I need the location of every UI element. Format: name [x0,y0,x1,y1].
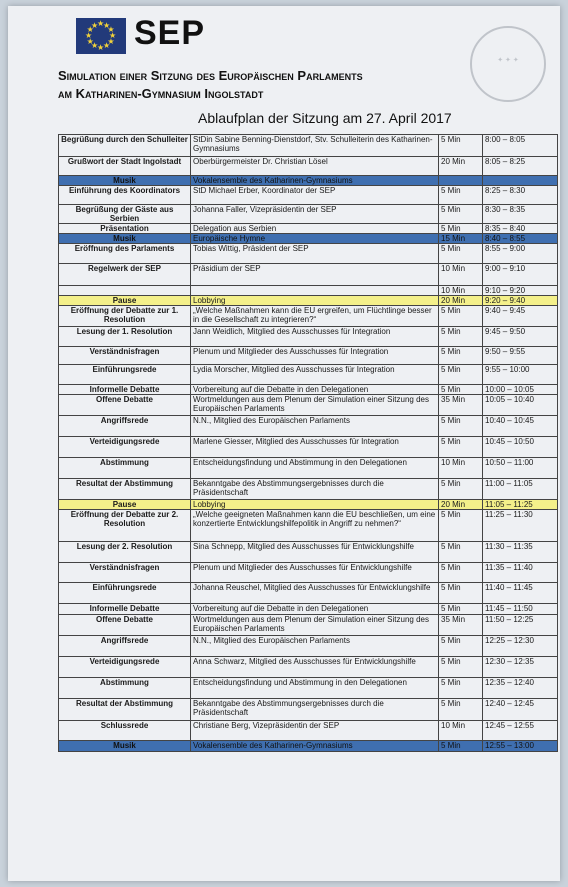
description-cell: StD Michael Erber, Koordinator der SEP [191,186,439,205]
time-cell: 9:45 – 9:50 [483,327,558,347]
duration-cell: 5 Min [439,306,483,327]
duration-cell: 10 Min [439,286,483,296]
duration-cell: 5 Min [439,385,483,395]
time-cell: 11:00 – 11:05 [483,479,558,500]
flag-star-icon: ★ [86,37,94,46]
flag-star-icon: ★ [85,31,93,40]
description-cell: Lobbying [191,500,439,510]
duration-cell: 5 Min [439,741,483,752]
agenda-item-cell: Grußwort der Stadt Ingolstadt [59,157,191,176]
duration-cell: 20 Min [439,157,483,176]
logo-text: SEP [134,14,206,52]
table-row [59,479,558,500]
description-cell: Delegation aus Serbien [191,224,439,234]
flag-star-icon: ★ [97,43,105,52]
flag-star-icon: ★ [86,25,94,34]
time-cell: 11:25 – 11:30 [483,510,558,542]
description-cell: Bekanntgabe des Abstimmungsergebnisses durch die Präsidentschaft [191,699,439,721]
duration-cell: 5 Min [439,327,483,347]
flag-star-icon: ★ [107,37,115,46]
agenda-item-cell: Musik [59,176,191,186]
agenda-item-cell: Angriffsrede [59,416,191,437]
table-row [59,244,558,264]
table-row [59,657,558,678]
agenda-item-cell: Einführungsrede [59,583,191,604]
time-cell: 8:40 – 8:55 [483,234,558,244]
agenda-item-cell: Resultat der Abstimmung [59,699,191,721]
table-row [59,458,558,479]
time-cell: 9:20 – 9:40 [483,296,558,306]
table-row [59,385,558,395]
time-cell: 11:40 – 11:45 [483,583,558,604]
table-row [59,296,558,306]
agenda-item-cell: Schlussrede [59,721,191,741]
flag-star-icon: ★ [109,31,117,40]
flag-star-icon: ★ [103,20,111,30]
description-cell: Sina Schnepp, Mitglied des Ausschusses für Entwicklungshilfe [191,542,439,563]
duration-cell: 35 Min [439,395,483,416]
time-cell: 11:30 – 11:35 [483,542,558,563]
description-cell: Wortmeldungen aus dem Plenum der Simulation einer Sitzung des Europäischen Parlaments [191,395,439,416]
description-cell: Tobias Wittig, Präsident der SEP [191,244,439,264]
agenda-item-cell: Informelle Debatte [59,385,191,395]
table-row [59,741,558,752]
time-cell: 8:05 – 8:25 [483,157,558,176]
duration-cell: 15 Min [439,234,483,244]
time-cell: 12:30 – 12:35 [483,657,558,678]
time-cell: 10:50 – 11:00 [483,458,558,479]
agenda-item-cell: Verständnisfragen [59,347,191,365]
agenda-item-cell: Begrüßung durch den Schulleiter [59,135,191,157]
table-row [59,636,558,657]
agenda-item-cell: Offene Debatte [59,395,191,416]
table-row [59,176,558,186]
flag-star-icon: ★ [103,41,111,51]
duration-cell: 5 Min [439,542,483,563]
agenda-item-cell: Verteidigungsrede [59,657,191,678]
agenda-item-cell: Begrüßung der Gäste aus Serbien [59,205,191,224]
agenda-item-cell: Einführung des Koordinators [59,186,191,205]
duration-cell: 5 Min [439,416,483,437]
eu-flag-logo [76,18,126,54]
description-cell: Johanna Reuschel, Mitglied des Ausschusses für Entwicklungshilfe [191,583,439,604]
description-cell: Bekanntgabe des Abstimmungsergebnisses durch die Präsidentschaft [191,479,439,500]
description-cell: Europäische Hymne [191,234,439,244]
agenda-item-cell: Verständnisfragen [59,563,191,583]
time-cell: 12:25 – 12:30 [483,636,558,657]
duration-cell: 5 Min [439,135,483,157]
time-cell: 10:00 – 10:05 [483,385,558,395]
description-cell: N.N., Mitglied des Europäischen Parlaments [191,416,439,437]
table-row [59,615,558,636]
description-cell: Anna Schwarz, Mitglied des Ausschusses für Entwicklungshilfe [191,657,439,678]
description-cell: Oberbürgermeister Dr. Christian Lösel [191,157,439,176]
time-cell: 10:05 – 10:40 [483,395,558,416]
description-cell: Lydia Morscher, Mitglied des Ausschusses für Integration [191,365,439,385]
agenda-item-cell: Präsentation [59,224,191,234]
agenda-item-cell: Abstimmung [59,458,191,479]
table-row [59,678,558,699]
time-cell: 12:40 – 12:45 [483,699,558,721]
table-row [59,347,558,365]
time-cell: 11:50 – 12:25 [483,615,558,636]
description-cell: Marlene Giesser, Mitglied des Ausschusses für Integration [191,437,439,458]
table-row [59,699,558,721]
table-row [59,604,558,615]
table-row [59,327,558,347]
duration-cell: 5 Min [439,657,483,678]
description-cell: Plenum und Mitglieder des Ausschusses für Entwicklungshilfe [191,563,439,583]
description-cell: N.N., Mitglied des Europäischen Parlaments [191,636,439,657]
agenda-item-cell: Pause [59,500,191,510]
table-row [59,395,558,416]
duration-cell: 5 Min [439,347,483,365]
duration-cell: 5 Min [439,479,483,500]
table-row [59,234,558,244]
agenda-item-cell: Musik [59,234,191,244]
table-row [59,510,558,542]
time-cell: 9:55 – 10:00 [483,365,558,385]
description-cell: Johanna Faller, Vizepräsidentin der SEP [191,205,439,224]
time-cell: 11:05 – 11:25 [483,500,558,510]
duration-cell: 5 Min [439,365,483,385]
time-cell: 10:40 – 10:45 [483,416,558,437]
duration-cell: 10 Min [439,458,483,479]
title-line-2: am Katharinen-Gymnasium Ingolstadt [58,86,264,101]
agenda-item-cell: Eröffnung der Debatte zur 1. Resolution [59,306,191,327]
description-cell: Lobbying [191,296,439,306]
description-cell: Christiane Berg, Vizepräsidentin der SEP [191,721,439,741]
duration-cell: 5 Min [439,186,483,205]
time-cell: 12:35 – 12:40 [483,678,558,699]
duration-cell: 20 Min [439,500,483,510]
description-cell: Präsidium der SEP [191,264,439,286]
description-cell: Vorbereitung auf die Debatte in den Delegationen [191,385,439,395]
time-cell: 8:00 – 8:05 [483,135,558,157]
title-line-1: Simulation einer Sitzung des Europäischen Parlaments [58,68,363,83]
table-row [59,264,558,286]
agenda-item-cell: Informelle Debatte [59,604,191,615]
duration-cell: 5 Min [439,636,483,657]
table-row [59,437,558,458]
time-cell: 11:35 – 11:40 [483,563,558,583]
school-seal-stamp: ✦ ✦ ✦ [470,26,546,102]
table-row [59,186,558,205]
document-header [8,6,560,138]
duration-cell: 5 Min [439,583,483,604]
agenda-item-cell: Lesung der 2. Resolution [59,542,191,563]
schedule-table [58,134,558,752]
duration-cell: 5 Min [439,604,483,615]
table-row [59,365,558,385]
description-cell: StDin Sabine Benning-Dienstdorf, Stv. Schulleiterin des Katharinen-Gymnasiums [191,135,439,157]
agenda-item-cell [59,286,191,296]
agenda-item-cell: Offene Debatte [59,615,191,636]
agenda-item-cell: Angriffsrede [59,636,191,657]
table-row [59,224,558,234]
agenda-item-cell: Resultat der Abstimmung [59,479,191,500]
table-row [59,500,558,510]
duration-cell: 5 Min [439,244,483,264]
time-cell: 9:50 – 9:55 [483,347,558,365]
description-cell: „Welche Maßnahmen kann die EU ergreifen, um Flüchtlinge besser in die Gesellschaft zu integrieren?“ [191,306,439,327]
table-row [59,205,558,224]
duration-cell: 5 Min [439,699,483,721]
time-cell: 12:55 – 13:00 [483,741,558,752]
duration-cell: 5 Min [439,205,483,224]
table-row [59,583,558,604]
time-cell [483,176,558,186]
duration-cell: 5 Min [439,563,483,583]
description-cell: Vokalensemble des Katharinen-Gymnasiums [191,741,439,752]
description-cell: Entscheidungsfindung und Abstimmung in den Delegationen [191,678,439,699]
flag-star-icon: ★ [91,20,99,30]
table-row [59,306,558,327]
duration-cell [439,176,483,186]
description-cell [191,286,439,296]
duration-cell: 5 Min [439,437,483,458]
table-row [59,135,558,157]
description-cell: Vorbereitung auf die Debatte in den Delegationen [191,604,439,615]
description-cell: Vokalensemble des Katharinen-Gymnasiums [191,176,439,186]
duration-cell: 10 Min [439,264,483,286]
time-cell: 8:25 – 8:30 [483,186,558,205]
time-cell: 11:45 – 11:50 [483,604,558,615]
time-cell: 9:40 – 9:45 [483,306,558,327]
duration-cell: 5 Min [439,510,483,542]
duration-cell: 10 Min [439,721,483,741]
duration-cell: 5 Min [439,224,483,234]
duration-cell: 20 Min [439,296,483,306]
description-cell: Wortmeldungen aus dem Plenum der Simulation einer Sitzung des Europäischen Parlaments [191,615,439,636]
agenda-item-cell: Einführungsrede [59,365,191,385]
time-cell: 12:45 – 12:55 [483,721,558,741]
time-cell: 9:10 – 9:20 [483,286,558,296]
agenda-item-cell: Lesung der 1. Resolution [59,327,191,347]
table-row [59,157,558,176]
time-cell: 8:55 – 9:00 [483,244,558,264]
time-cell: 8:30 – 8:35 [483,205,558,224]
agenda-item-cell: Musik [59,741,191,752]
flag-star-icon: ★ [107,25,115,34]
description-cell: „Welche geeigneten Maßnahmen kann die EU beschließen, um eine konzertierte Entwicklungshilfepolitik in Angriff zu nehmen?“ [191,510,439,542]
description-cell: Entscheidungsfindung und Abstimmung in den Delegationen [191,458,439,479]
table-row [59,721,558,741]
description-cell: Jann Weidlich, Mitglied des Ausschusses für Integration [191,327,439,347]
time-cell: 8:35 – 8:40 [483,224,558,234]
agenda-item-cell: Abstimmung [59,678,191,699]
duration-cell: 35 Min [439,615,483,636]
duration-cell: 5 Min [439,678,483,699]
agenda-item-cell: Regelwerk der SEP [59,264,191,286]
agenda-item-cell: Pause [59,296,191,306]
agenda-item-cell: Eröffnung der Debatte zur 2. Resolution [59,510,191,542]
table-row [59,286,558,296]
document-page [8,6,560,881]
table-row [59,542,558,563]
table-row [59,563,558,583]
table-row [59,416,558,437]
description-cell: Plenum und Mitglieder des Ausschusses für Integration [191,347,439,365]
time-cell: 9:00 – 9:10 [483,264,558,286]
agenda-item-cell: Verteidigungsrede [59,437,191,458]
flag-star-icon: ★ [97,19,105,28]
flag-star-icon: ★ [91,41,99,51]
time-cell: 10:45 – 10:50 [483,437,558,458]
schedule-subtitle: Ablaufplan der Sitzung am 27. April 2017 [198,110,452,126]
agenda-item-cell: Eröffnung des Parlaments [59,244,191,264]
